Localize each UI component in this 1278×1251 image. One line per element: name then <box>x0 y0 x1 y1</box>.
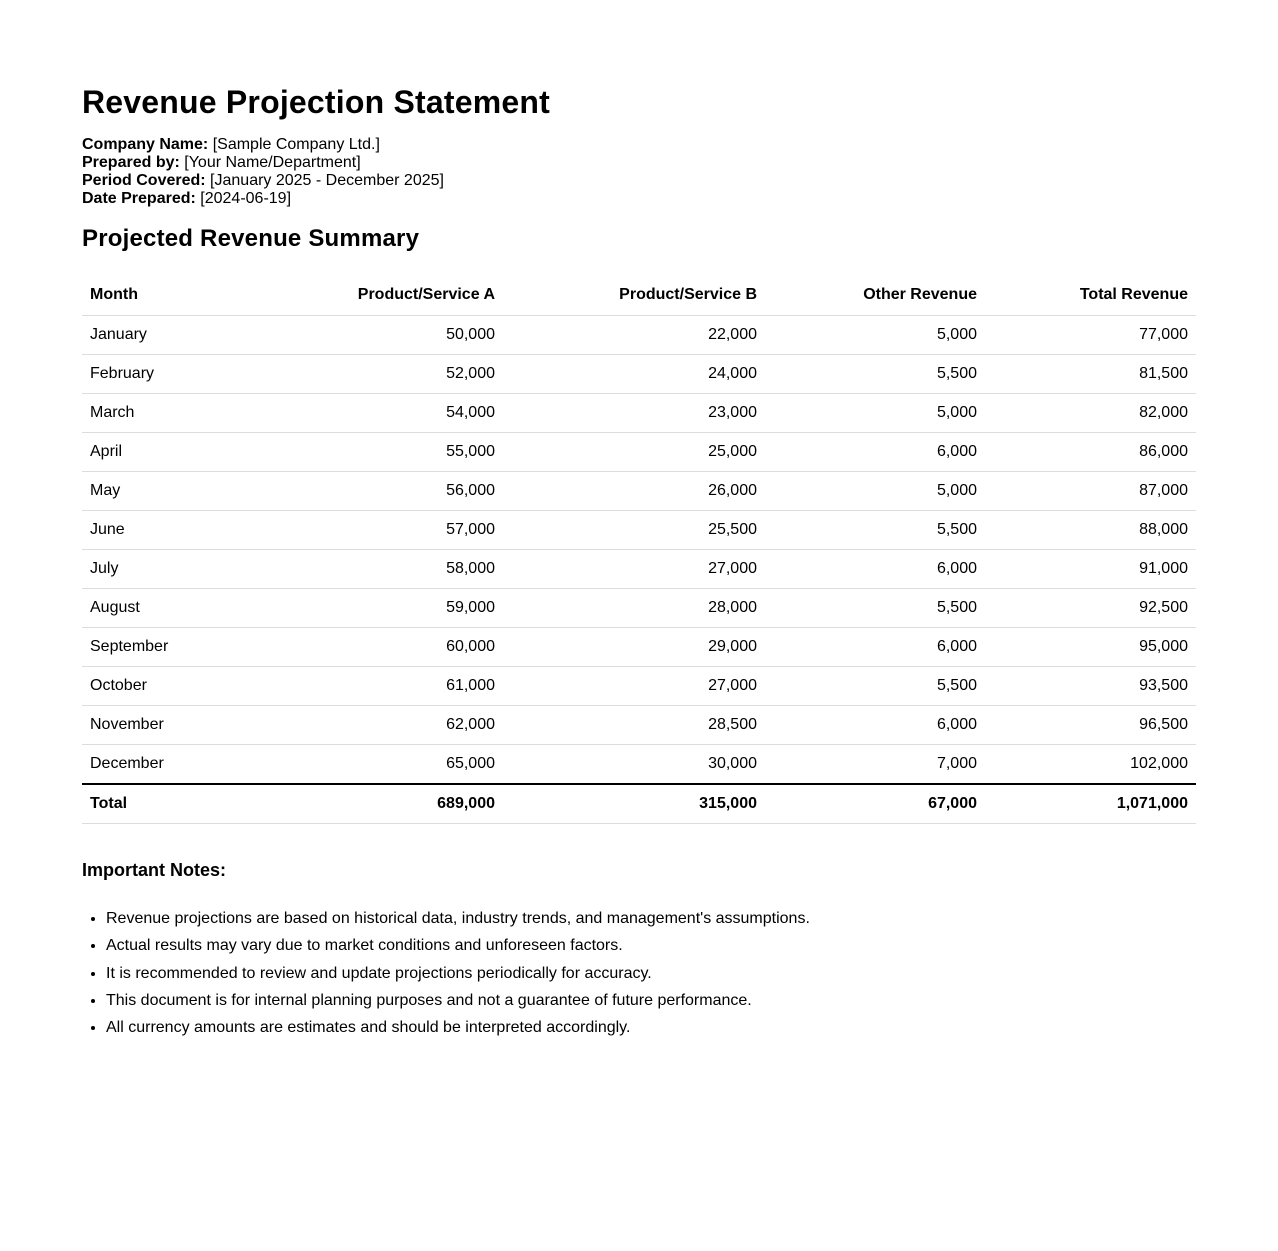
total-other-revenue: 67,000 <box>765 784 985 824</box>
cell-product-a: 57,000 <box>250 511 503 550</box>
table-row <box>82 589 1196 628</box>
cell-product-a: 50,000 <box>250 316 503 355</box>
cell-product-b: 28,500 <box>503 706 765 745</box>
cell-total-revenue: 82,000 <box>985 394 1196 433</box>
header-other-revenue: Other Revenue <box>765 275 985 316</box>
cell-total-revenue: 87,000 <box>985 472 1196 511</box>
cell-product-b: 24,000 <box>503 355 765 394</box>
table-total-row <box>82 784 1196 824</box>
cell-total-revenue: 102,000 <box>985 745 1196 785</box>
cell-product-a: 59,000 <box>250 589 503 628</box>
header-month: Month <box>82 275 250 316</box>
cell-month: May <box>82 472 250 511</box>
table-row <box>82 550 1196 589</box>
cell-total-revenue: 96,500 <box>985 706 1196 745</box>
cell-product-a: 54,000 <box>250 394 503 433</box>
table-row <box>82 394 1196 433</box>
table-row <box>82 433 1196 472</box>
total-product-a: 689,000 <box>250 784 503 824</box>
cell-total-revenue: 81,500 <box>985 355 1196 394</box>
table-row <box>82 706 1196 745</box>
table-row <box>82 472 1196 511</box>
cell-product-b: 22,000 <box>503 316 765 355</box>
cell-month: June <box>82 511 250 550</box>
cell-product-b: 27,000 <box>503 667 765 706</box>
meta-period-covered <box>82 172 444 190</box>
cell-product-b: 30,000 <box>503 745 765 785</box>
cell-total-revenue: 95,000 <box>985 628 1196 667</box>
table-row <box>82 355 1196 394</box>
cell-product-b: 25,500 <box>503 511 765 550</box>
summary-heading: Projected Revenue Summary <box>82 225 420 252</box>
header-product-b: Product/Service B <box>503 275 765 316</box>
meta-label: Date Prepared: <box>82 190 196 207</box>
cell-month: July <box>82 550 250 589</box>
cell-month: September <box>82 628 250 667</box>
page-title: Revenue Projection Statement <box>82 84 550 120</box>
cell-product-b: 23,000 <box>503 394 765 433</box>
cell-other-revenue: 6,000 <box>765 628 985 667</box>
meta-date-prepared <box>82 190 444 208</box>
table-row <box>82 316 1196 355</box>
cell-product-b: 26,000 <box>503 472 765 511</box>
cell-total-revenue: 88,000 <box>985 511 1196 550</box>
cell-other-revenue: 5,500 <box>765 667 985 706</box>
cell-total-revenue: 93,500 <box>985 667 1196 706</box>
meta-label: Period Covered: <box>82 172 206 189</box>
cell-month: November <box>82 706 250 745</box>
cell-other-revenue: 6,000 <box>765 433 985 472</box>
cell-month: December <box>82 745 250 785</box>
cell-other-revenue: 5,000 <box>765 472 985 511</box>
cell-month: March <box>82 394 250 433</box>
cell-other-revenue: 6,000 <box>765 706 985 745</box>
meta-label: Prepared by: <box>82 154 180 171</box>
total-label: Total <box>82 784 250 824</box>
note-item: • It is recommended to review and update projections periodically for accuracy. <box>106 960 810 987</box>
cell-product-b: 28,000 <box>503 589 765 628</box>
cell-product-a: 52,000 <box>250 355 503 394</box>
meta-value: [Your Name/Department] <box>184 154 361 171</box>
meta-value: [Sample Company Ltd.] <box>212 136 380 153</box>
cell-other-revenue: 7,000 <box>765 745 985 785</box>
cell-total-revenue: 77,000 <box>985 316 1196 355</box>
table-row <box>82 745 1196 785</box>
cell-product-a: 62,000 <box>250 706 503 745</box>
cell-product-b: 25,000 <box>503 433 765 472</box>
cell-product-a: 65,000 <box>250 745 503 785</box>
table-row <box>82 667 1196 706</box>
cell-total-revenue: 86,000 <box>985 433 1196 472</box>
total-total-revenue: 1,071,000 <box>985 784 1196 824</box>
cell-month: October <box>82 667 250 706</box>
total-product-b: 315,000 <box>503 784 765 824</box>
table-header-row <box>82 275 1196 316</box>
table-row <box>82 511 1196 550</box>
cell-other-revenue: 5,500 <box>765 589 985 628</box>
cell-product-b: 29,000 <box>503 628 765 667</box>
cell-product-a: 61,000 <box>250 667 503 706</box>
notes-heading: Important Notes: <box>82 860 226 880</box>
revenue-table <box>82 275 1196 824</box>
table-body <box>82 316 1196 785</box>
meta-prepared-by <box>82 154 444 172</box>
table-row <box>82 628 1196 667</box>
note-item: • Actual results may vary due to market conditions and unforeseen factors. <box>106 932 810 959</box>
cell-product-a: 55,000 <box>250 433 503 472</box>
cell-product-a: 56,000 <box>250 472 503 511</box>
cell-other-revenue: 5,500 <box>765 355 985 394</box>
meta-label: Company Name: <box>82 136 209 153</box>
cell-product-a: 60,000 <box>250 628 503 667</box>
note-item: • Revenue projections are based on historical data, industry trends, and management's assumptions. <box>106 905 810 932</box>
cell-month: February <box>82 355 250 394</box>
cell-month: January <box>82 316 250 355</box>
note-item: • All currency amounts are estimates and should be interpreted accordingly. <box>106 1014 810 1041</box>
notes-list <box>82 905 810 1041</box>
cell-total-revenue: 92,500 <box>985 589 1196 628</box>
header-total-revenue: Total Revenue <box>985 275 1196 316</box>
meta-value: [January 2025 - December 2025] <box>210 172 444 189</box>
cell-month: April <box>82 433 250 472</box>
cell-product-a: 58,000 <box>250 550 503 589</box>
header-product-a: Product/Service A <box>250 275 503 316</box>
note-item: • This document is for internal planning purposes and not a guarantee of future performance. <box>106 987 810 1014</box>
cell-month: August <box>82 589 250 628</box>
cell-other-revenue: 5,000 <box>765 316 985 355</box>
meta-company-name <box>82 136 444 154</box>
meta-value: [2024-06-19] <box>200 190 292 207</box>
cell-total-revenue: 91,000 <box>985 550 1196 589</box>
cell-other-revenue: 5,000 <box>765 394 985 433</box>
cell-other-revenue: 6,000 <box>765 550 985 589</box>
cell-other-revenue: 5,500 <box>765 511 985 550</box>
cell-product-b: 27,000 <box>503 550 765 589</box>
document-meta <box>82 136 444 208</box>
